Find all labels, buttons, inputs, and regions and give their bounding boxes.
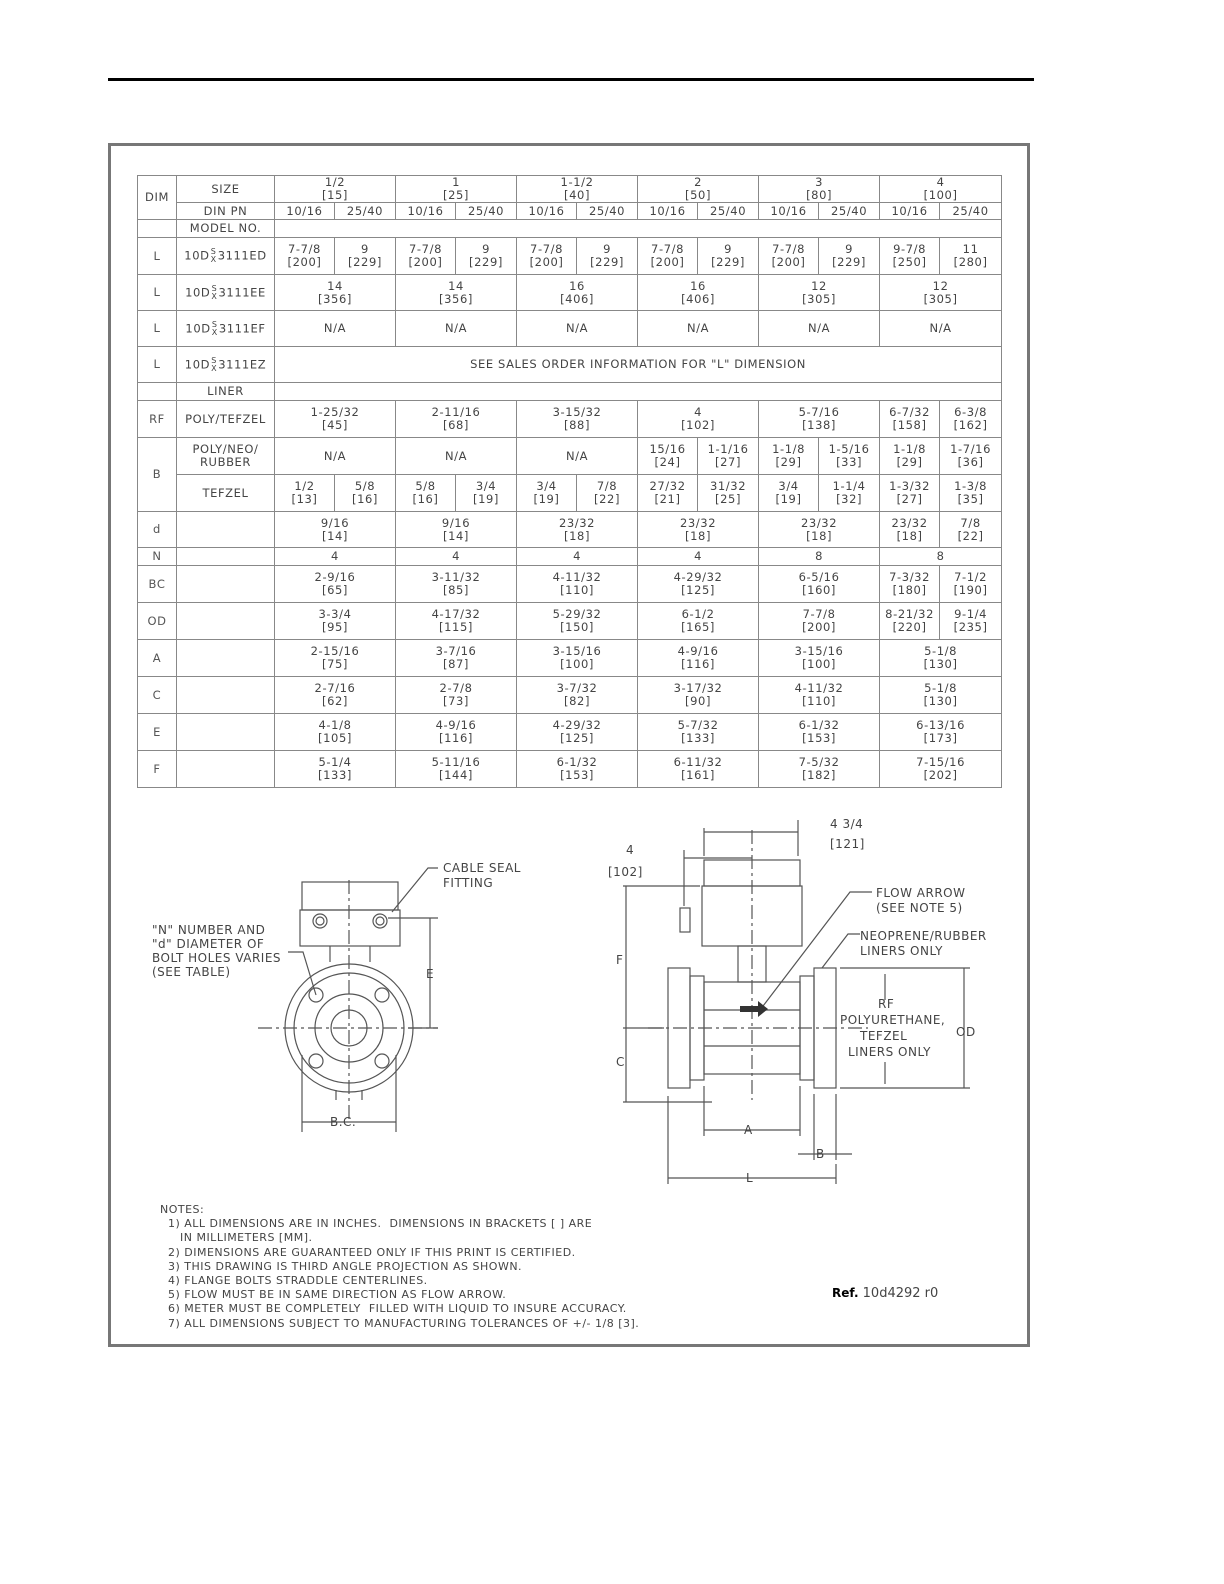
table-cell: C: [138, 677, 177, 714]
table-cell: 1-1/8 [29]: [759, 438, 819, 475]
table-cell: 3-15/32 [88]: [517, 401, 638, 438]
table-cell: 6-1/2 [165]: [638, 603, 759, 640]
table-row: [138, 383, 1002, 401]
table-cell: 11 [280]: [940, 238, 1002, 275]
table-cell: BC: [138, 566, 177, 603]
table-cell: 10/16: [638, 203, 698, 220]
table-cell: 10DS X3111EF: [177, 311, 275, 347]
table-cell: 7/8 [22]: [940, 512, 1002, 548]
table-cell: POLY/NEO/ RUBBER: [177, 438, 275, 475]
table-row: [138, 238, 1002, 275]
flow-arrow-label: FLOW ARROW: [876, 886, 966, 900]
table-cell: 6-1/32 [153]: [759, 714, 880, 751]
dim-header: DIM: [138, 176, 177, 220]
table-cell: 25/40: [940, 203, 1002, 220]
table-cell: 16 [406]: [517, 275, 638, 311]
table-cell: N/A: [759, 311, 880, 347]
table-cell: 10DS X3111ED: [177, 238, 275, 275]
table-cell: 3-7/32 [82]: [517, 677, 638, 714]
table-cell: 2-15/16 [75]: [275, 640, 396, 677]
table-cell: 4-11/32 [110]: [759, 677, 880, 714]
table-cell: 10/16: [517, 203, 577, 220]
table-cell: 8-21/32 [220]: [880, 603, 940, 640]
table-cell: 6-1/32 [153]: [517, 751, 638, 788]
table-cell: [275, 220, 1002, 238]
table-cell: 10/16: [880, 203, 940, 220]
table-cell: 5-29/32 [150]: [517, 603, 638, 640]
table-cell: 1 [25]: [396, 176, 517, 203]
table-cell: 6-3/8 [162]: [940, 401, 1002, 438]
table-cell: 15/16 [24]: [638, 438, 698, 475]
table-cell: 4-17/32 [115]: [396, 603, 517, 640]
table-cell: 9-1/4 [235]: [940, 603, 1002, 640]
table-cell: 9 [229]: [698, 238, 759, 275]
table-cell: 27/32 [21]: [638, 475, 698, 512]
table-cell: 1-3/8 [35]: [940, 475, 1002, 512]
table-row: [138, 347, 1002, 383]
meter-drawing: [108, 800, 1038, 1200]
table-cell: 7-3/32 [180]: [880, 566, 940, 603]
table-cell: 9/16 [14]: [275, 512, 396, 548]
svg-text:FITTING: FITTING: [443, 876, 494, 890]
note-line: 1) ALL DIMENSIONS ARE IN INCHES. DIMENSIONS IN BRACKETS [ ] ARE: [160, 1217, 593, 1231]
c-dim-label: C: [616, 1055, 625, 1069]
svg-text:[102]: [102]: [608, 865, 643, 879]
table-cell: 3-7/16 [87]: [396, 640, 517, 677]
table-cell: 4: [396, 548, 517, 566]
svg-text:POLYURETHANE,: POLYURETHANE,: [840, 1013, 946, 1027]
note-line: 5) FLOW MUST BE IN SAME DIRECTION AS FLOW ARROW.: [160, 1288, 507, 1302]
table-cell: [177, 751, 275, 788]
svg-text:"d" DIAMETER OF: "d" DIAMETER OF: [152, 937, 265, 951]
table-cell: [138, 220, 177, 238]
table-cell: 4-9/16 [116]: [396, 714, 517, 751]
f-dim-label: F: [616, 953, 624, 967]
table-cell: 25/40: [577, 203, 638, 220]
table-cell: 25/40: [698, 203, 759, 220]
svg-text:(SEE TABLE): (SEE TABLE): [152, 965, 231, 979]
a-dim-label: A: [744, 1123, 753, 1137]
table-cell: 7-7/8 [200]: [517, 238, 577, 275]
bolt-note-label: "N" NUMBER AND: [152, 923, 266, 937]
table-cell: [177, 603, 275, 640]
table-cell: 16 [406]: [638, 275, 759, 311]
neoprene-label: NEOPRENE/RUBBER: [860, 929, 987, 943]
table-cell: 23/32 [18]: [638, 512, 759, 548]
table-cell: 12 [305]: [880, 275, 1002, 311]
table-cell: 4-11/32 [110]: [517, 566, 638, 603]
table-cell: E: [138, 714, 177, 751]
table-row: [138, 275, 1002, 311]
table-row: [138, 475, 1002, 512]
table-row: [138, 566, 1002, 603]
table-cell: 3-15/16 [100]: [759, 640, 880, 677]
table-cell: 6-7/32 [158]: [880, 401, 940, 438]
table-cell: 4: [638, 548, 759, 566]
note-line: IN MILLIMETERS [MM].: [160, 1231, 313, 1245]
table-cell: 7-5/32 [182]: [759, 751, 880, 788]
table-cell: N/A: [275, 311, 396, 347]
table-cell: 7-7/8 [200]: [759, 238, 819, 275]
table-cell: 8: [880, 548, 1002, 566]
table-cell: 5-7/32 [133]: [638, 714, 759, 751]
table-cell: 1-1/2 [40]: [517, 176, 638, 203]
table-cell: 3/4 [19]: [759, 475, 819, 512]
table-cell: 7-1/2 [190]: [940, 566, 1002, 603]
table-cell: 1-1/16 [27]: [698, 438, 759, 475]
table-cell: 10/16: [275, 203, 335, 220]
table-cell: 6-5/16 [160]: [759, 566, 880, 603]
table-cell: [177, 512, 275, 548]
table-cell: 4: [517, 548, 638, 566]
table-cell: 4 [100]: [880, 176, 1002, 203]
svg-text:(SEE NOTE 5): (SEE NOTE 5): [876, 901, 963, 915]
notes-title: NOTES:: [160, 1203, 205, 1216]
table-cell: 5-1/8 [130]: [880, 640, 1002, 677]
table-row: [138, 548, 1002, 566]
table-cell: 7/8 [22]: [577, 475, 638, 512]
table-cell: 7-7/8 [200]: [759, 603, 880, 640]
table-cell: 3/4 [19]: [456, 475, 517, 512]
table-cell: 5-1/4 [133]: [275, 751, 396, 788]
table-row: [138, 677, 1002, 714]
table-cell: 2-7/16 [62]: [275, 677, 396, 714]
table-cell: 3-15/16 [100]: [517, 640, 638, 677]
table-cell: 6-11/32 [161]: [638, 751, 759, 788]
table-cell: [177, 677, 275, 714]
table-cell: 9 [229]: [577, 238, 638, 275]
table-cell: [177, 714, 275, 751]
liner-header: LINER: [177, 383, 275, 401]
table-cell: 4-1/8 [105]: [275, 714, 396, 751]
table-cell: N/A: [396, 438, 517, 475]
table-cell: 1-1/4 [32]: [819, 475, 880, 512]
ref-label: Ref.: [832, 1286, 859, 1300]
note-line: 7) ALL DIMENSIONS SUBJECT TO MANUFACTURING TOLERANCES OF +/- 1/8 [3].: [160, 1316, 640, 1330]
table-cell: [177, 640, 275, 677]
od-dim-label: OD: [956, 1025, 976, 1039]
svg-text:TEFZEL: TEFZEL: [860, 1029, 908, 1043]
dimension-table: [137, 175, 1002, 788]
table-row: [138, 603, 1002, 640]
table-row: [138, 176, 1002, 203]
table-cell: 5-11/16 [144]: [396, 751, 517, 788]
table-cell: N/A: [880, 311, 1002, 347]
din-header: DIN PN: [177, 203, 275, 220]
ref-value: 10d4292 r0: [862, 1286, 939, 1301]
table-cell: 1-7/16 [36]: [940, 438, 1002, 475]
l-dim-label: L: [746, 1171, 754, 1185]
table-cell: 9-7/8 [250]: [880, 238, 940, 275]
table-cell: 7-7/8 [200]: [638, 238, 698, 275]
table-cell: RF: [138, 401, 177, 438]
table-cell: 4: [275, 548, 396, 566]
b-dim-label: B: [816, 1147, 825, 1161]
table-row: [138, 751, 1002, 788]
table-cell: F: [138, 751, 177, 788]
table-cell: 23/32 [18]: [880, 512, 940, 548]
table-cell: L: [138, 275, 177, 311]
table-cell: 4 [102]: [638, 401, 759, 438]
table-cell: 2-7/8 [73]: [396, 677, 517, 714]
table-cell: d: [138, 512, 177, 548]
table-cell: 3-11/32 [85]: [396, 566, 517, 603]
table-cell: 1-1/8 [29]: [880, 438, 940, 475]
svg-text:LINERS ONLY: LINERS ONLY: [860, 944, 943, 958]
table-cell: 1/2 [15]: [275, 176, 396, 203]
table-cell: 5/8 [16]: [335, 475, 396, 512]
table-cell: 10DS X3111EE: [177, 275, 275, 311]
table-cell: B: [138, 438, 177, 512]
reference: [832, 1286, 938, 1301]
table-cell: 9 [229]: [335, 238, 396, 275]
dim-4-label: 4: [626, 843, 635, 857]
table-cell: 7-7/8 [200]: [275, 238, 335, 275]
svg-text:BOLT HOLES VARIES: BOLT HOLES VARIES: [152, 951, 282, 965]
table-cell: SEE SALES ORDER INFORMATION FOR "L" DIMENSION: [275, 347, 1002, 383]
table-row: [138, 220, 1002, 238]
table-cell: 12 [305]: [759, 275, 880, 311]
table-cell: 25/40: [819, 203, 880, 220]
table-cell: OD: [138, 603, 177, 640]
cable-seal-label: CABLE SEAL: [443, 861, 521, 875]
table-cell: N/A: [517, 438, 638, 475]
table-cell: TEFZEL: [177, 475, 275, 512]
table-cell: 3/4 [19]: [517, 475, 577, 512]
table-row: [138, 640, 1002, 677]
table-cell: 5-1/8 [130]: [880, 677, 1002, 714]
table-cell: 4-29/32 [125]: [638, 566, 759, 603]
note-line: 4) FLANGE BOLTS STRADDLE CENTERLINES.: [160, 1274, 428, 1288]
table-cell: 5-7/16 [138]: [759, 401, 880, 438]
table-cell: 2-11/16 [68]: [396, 401, 517, 438]
table-cell: 7-7/8 [200]: [396, 238, 456, 275]
table-cell: 25/40: [335, 203, 396, 220]
table-row: [138, 714, 1002, 751]
table-cell: 14 [356]: [396, 275, 517, 311]
dim-434-label: 4 3/4: [830, 817, 864, 831]
table-cell: [275, 383, 1002, 401]
table-cell: 9 [229]: [819, 238, 880, 275]
table-cell: 9/16 [14]: [396, 512, 517, 548]
table-cell: 23/32 [18]: [517, 512, 638, 548]
table-cell: [177, 548, 275, 566]
table-row: [138, 438, 1002, 475]
table-cell: A: [138, 640, 177, 677]
rf-label: RF: [878, 997, 895, 1011]
table-cell: 7-15/16 [202]: [880, 751, 1002, 788]
table-row: [138, 203, 1002, 220]
table-cell: 1-3/32 [27]: [880, 475, 940, 512]
housing-cap: [302, 882, 398, 910]
table-cell: POLY/TEFZEL: [177, 401, 275, 438]
table-cell: 2 [50]: [638, 176, 759, 203]
table-cell: [138, 383, 177, 401]
table-cell: N/A: [638, 311, 759, 347]
e-dim-label: E: [426, 967, 435, 981]
table-cell: [177, 566, 275, 603]
table-cell: 3-17/32 [90]: [638, 677, 759, 714]
table-cell: 1-25/32 [45]: [275, 401, 396, 438]
table-cell: 3 [80]: [759, 176, 880, 203]
notes: [160, 1203, 639, 1331]
table-cell: N/A: [275, 438, 396, 475]
svg-text:[121]: [121]: [830, 837, 865, 851]
table-cell: 1/2 [13]: [275, 475, 335, 512]
note-line: 2) DIMENSIONS ARE GUARANTEED ONLY IF THIS PRINT IS CERTIFIED.: [160, 1245, 576, 1259]
flow-arrow-icon: [740, 1001, 768, 1017]
table-row: [138, 401, 1002, 438]
table-cell: 8: [759, 548, 880, 566]
header-rule: [108, 78, 1034, 81]
note-line: 3) THIS DRAWING IS THIRD ANGLE PROJECTION AS SHOWN.: [160, 1259, 523, 1273]
table-cell: 10DS X3111EZ: [177, 347, 275, 383]
table-cell: 10/16: [396, 203, 456, 220]
table-cell: L: [138, 311, 177, 347]
table-cell: N/A: [517, 311, 638, 347]
table-cell: 9 [229]: [456, 238, 517, 275]
table-cell: 23/32 [18]: [759, 512, 880, 548]
table-cell: L: [138, 347, 177, 383]
table-row: [138, 311, 1002, 347]
table-cell: 3-3/4 [95]: [275, 603, 396, 640]
table-cell: N/A: [396, 311, 517, 347]
table-cell: L: [138, 238, 177, 275]
table-cell: N: [138, 548, 177, 566]
table-cell: 14 [356]: [275, 275, 396, 311]
table-cell: 1-5/16 [33]: [819, 438, 880, 475]
size-header: SIZE: [177, 176, 275, 203]
table-cell: 4-29/32 [125]: [517, 714, 638, 751]
table-cell: 25/40: [456, 203, 517, 220]
bc-dim-label: B.C.: [330, 1115, 357, 1129]
table-cell: 5/8 [16]: [396, 475, 456, 512]
table-cell: 10/16: [759, 203, 819, 220]
table-cell: 4-9/16 [116]: [638, 640, 759, 677]
note-line: 6) METER MUST BE COMPLETELY FILLED WITH LIQUID TO INSURE ACCURACY.: [160, 1302, 627, 1316]
table-cell: 6-13/16 [173]: [880, 714, 1002, 751]
svg-text:LINERS ONLY: LINERS ONLY: [848, 1045, 931, 1059]
table-cell: 2-9/16 [65]: [275, 566, 396, 603]
model-header: MODEL NO.: [177, 220, 275, 238]
table-row: [138, 512, 1002, 548]
table-cell: 31/32 [25]: [698, 475, 759, 512]
